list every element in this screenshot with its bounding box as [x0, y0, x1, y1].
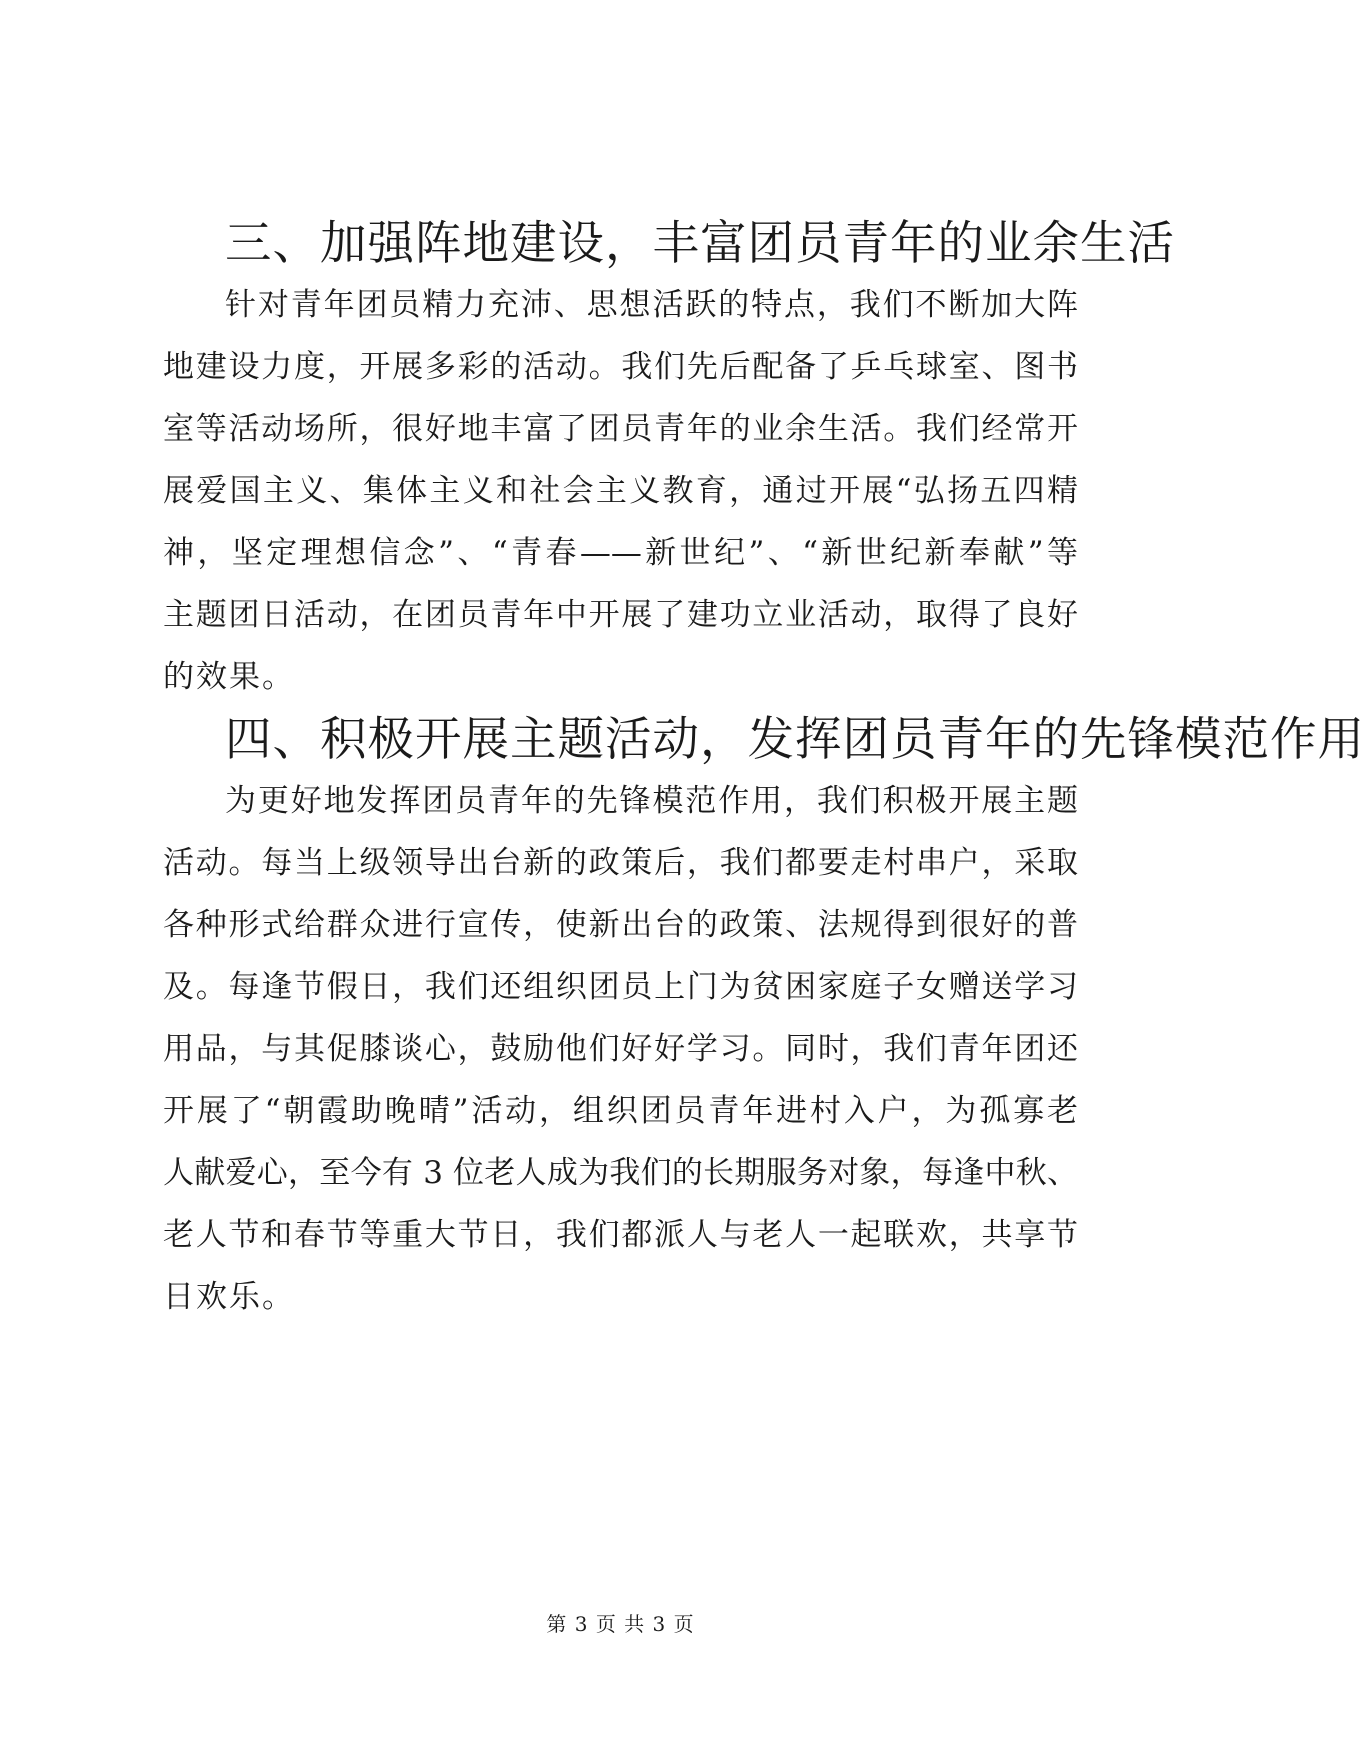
section-3-heading: 三、加强阵地建设，丰富团员青年的业余生活	[225, 216, 1175, 270]
paragraph-line: 老人节和春节等重大节日，我们都派人与老人一起联欢，共享节	[163, 1217, 1078, 1253]
section-3-paragraph	[163, 274, 1078, 708]
section-4-heading: 四、积极开展主题活动，发挥团员青年的先锋模范作用	[225, 712, 1365, 766]
section-4-paragraph	[163, 770, 1078, 1328]
paragraph-line: 开展了“朝霞助晚晴”活动，组织团员青年进村入户，为孤寡老	[163, 1093, 1078, 1129]
paragraph-line: 地建设力度，开展多彩的活动。我们先后配备了乒乓球室、图书	[163, 349, 1078, 385]
paragraph-line: 针对青年团员精力充沛、思想活跃的特点，我们不断加大阵	[225, 287, 1078, 323]
paragraph-line: 用品，与其促膝谈心，鼓励他们好好学习。同时，我们青年团还	[163, 1031, 1078, 1067]
paragraph-line: 日欢乐。	[163, 1279, 295, 1315]
paragraph-line: 为更好地发挥团员青年的先锋模范作用，我们积极开展主题	[225, 783, 1078, 819]
page-number-footer: 第 3 页 共 3 页	[546, 1612, 695, 1636]
paragraph-line: 人献爱心，至今有 3 位老人成为我们的长期服务对象，每逢中秋、	[163, 1155, 1078, 1191]
paragraph-line: 各种形式给群众进行宣传，使新出台的政策、法规得到很好的普	[163, 907, 1078, 943]
paragraph-line: 及。每逢节假日，我们还组织团员上门为贫困家庭子女赠送学习	[163, 969, 1078, 1005]
paragraph-line: 神，坚定理想信念”、“青春——新世纪”、“新世纪新奉献”等	[163, 535, 1078, 571]
paragraph-line: 的效果。	[163, 659, 295, 695]
paragraph-line: 活动。每当上级领导出台新的政策后，我们都要走村串户，采取	[163, 845, 1078, 881]
paragraph-line: 展爱国主义、集体主义和社会主义教育，通过开展“弘扬五四精	[163, 473, 1078, 509]
paragraph-line: 主题团日活动，在团员青年中开展了建功立业活动，取得了良好	[163, 597, 1078, 633]
document-body	[163, 212, 1365, 1328]
paragraph-line: 室等活动场所，很好地丰富了团员青年的业余生活。我们经常开	[163, 411, 1078, 447]
